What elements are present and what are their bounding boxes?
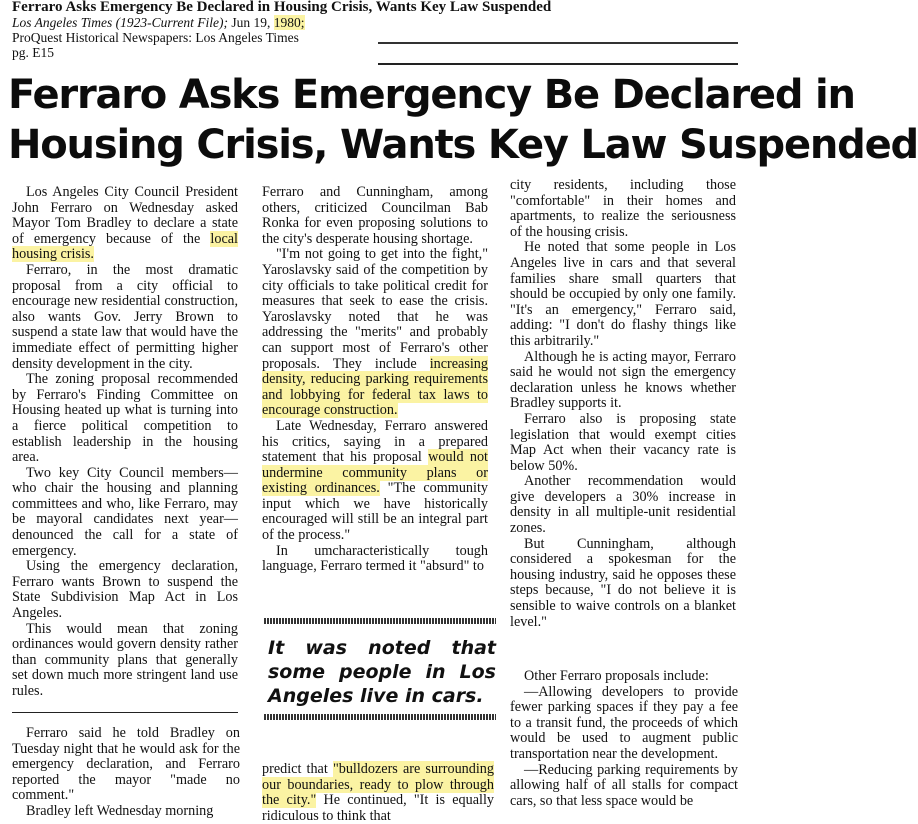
paragraph: He noted that some people in Los Angeles live in cars and that several families share small quarters that should be occupied by only one family. "It's an emergency," Ferraro said, adding: "I don't do flashy things like this arbitrarily."	[510, 239, 736, 349]
paragraph: Ferraro said he told Bradley on Tuesday night that he would ask for the emergency declaration, and Ferraro reported the mayor "made no comment."	[12, 725, 240, 804]
paragraph	[262, 762, 494, 824]
paragraph: Other Ferraro proposals include:	[524, 668, 709, 684]
text: predict that	[262, 761, 333, 777]
citation-year: 1980;	[273, 15, 305, 30]
paragraph	[262, 419, 488, 544]
paragraph: Ferraro and Cunningham, among others, criticized Councilman Bab Ronka for even proposing solutions to the city's desperate housing shortage.	[262, 184, 488, 247]
column-1	[12, 185, 238, 700]
paragraph: Ferraro also is proposing state legislation that would exempt cities Map Act when their vacancy rate is below 50%.	[510, 410, 736, 474]
text: He continued, "It is equally ridiculous to think that	[262, 792, 494, 824]
text: "I'm not going to get into the fight," Yaroslavsky said of the competition by city officials to take political credit for measures that seek to ease the crisis. Yaroslavsky noted that he was addressing the "merits" and probably can support most of Ferraro's other proposals. They include	[262, 246, 488, 372]
highlighted-text: would not undermine community plans or existing ordinances.	[262, 449, 488, 497]
paragraph: Two key City Council members—who chair the housing and planning committees and who, like Ferraro, may be mayoral candidates next year—denounced the call for a state of emergency.	[12, 464, 238, 559]
paragraph	[12, 185, 238, 263]
column-3	[510, 178, 736, 630]
pull-quote-bottom-rule	[264, 714, 496, 720]
article-headline	[8, 70, 918, 170]
highlighted-text: increasing density, reducing parking requirements and lobbying for federal tax laws to encourage construction.	[262, 355, 488, 419]
headline-line-1: Ferraro Asks Emergency Be Declared in	[8, 72, 855, 118]
citation-title: Ferraro Asks Emergency Be Declared in Housing Crisis, Wants Key Law Suspended	[12, 0, 552, 15]
text: "The community input which we have historically encouraged will still be an integral part of the process."	[262, 480, 488, 544]
paragraph	[262, 247, 488, 419]
citation-source: Los Angeles Times (1923-Current File);	[12, 15, 228, 30]
paragraph: Another recommendation would give developers a 30% increase in density in all multiple-unit residential zones.	[510, 473, 736, 537]
headline-line-2: Housing Crisis, Wants Key Law Suspended	[8, 122, 918, 168]
column-2	[262, 185, 488, 575]
citation-database: ProQuest Historical Newspapers: Los Angeles Times	[12, 30, 299, 45]
citation-page: pg. E15	[12, 45, 54, 60]
citation-source-line	[12, 15, 752, 30]
paragraph: Using the emergency declaration, Ferraro wants Brown to suspend the State Subdivision Map Act in Los Angeles.	[12, 558, 238, 622]
top-rule	[378, 63, 738, 65]
column-2-continued	[262, 762, 494, 824]
column-1-continued	[12, 726, 240, 820]
highlighted-text: local housing crisis.	[12, 230, 238, 263]
paragraph: city residents, including those "comfortable" in their homes and apartments, to realize the seriousness of the housing crisis.	[510, 177, 736, 240]
paragraph: Although he is acting mayor, Ferraro said he would not sign the emergency declaration unless he knows whether Bradley supports it.	[510, 348, 736, 412]
citation-date: Jun 19,	[228, 15, 274, 30]
paragraph: In umcharacteristically tough language, Ferraro termed it "absurd" to	[262, 542, 488, 575]
text: Los Angeles City Council President John Ferraro on Wednesday asked Mayor Tom Bradley to declare a state of emergency because of the	[12, 184, 238, 247]
paragraph: This would mean that zoning ordinances would govern density rather than community plans that generally set down much more stringent land use rules.	[12, 620, 238, 699]
column-3-continued	[510, 669, 738, 809]
paragraph: —Allowing developers to provide fewer parking spaces if they pay a fee to a transit fund, the proceeds of which would be used to augment public transportation near the development.	[510, 683, 738, 762]
paragraph: Bradley left Wednesday morning	[26, 802, 214, 819]
highlighted-text: "bulldozers are surrounding our boundaries, ready to plow through the city."	[262, 761, 494, 809]
text: Late Wednesday, Ferraro answered his critics, saying in a prepared statement that his proposal	[262, 417, 488, 466]
paragraph: But Cunningham, although considered a spokesman for the housing industry, said he opposes these steps because, "I do not believe it is sensible to waive controls on a blanket level."	[510, 535, 736, 630]
paragraph: Ferraro, in the most dramatic proposal from a city official to encourage new residential construction, also wants Gov. Jerry Brown to suspend a state law that would have the immediate effect of permitting higher density development in the city.	[12, 261, 238, 372]
pull-quote	[264, 618, 496, 730]
column-divider	[12, 712, 238, 713]
paragraph: —Reducing parking requirements by allowing half of all stalls for compact cars, so that less space would be	[510, 761, 738, 809]
paragraph: The zoning proposal recommended by Ferraro's Finding Committee on Housing heated up what is turning into a fierce political competition to establish leadership in the housing area.	[12, 371, 238, 466]
pull-quote-text: It was noted that some people in Los Angeles live in cars.	[268, 637, 496, 707]
folio-strip	[378, 42, 738, 54]
